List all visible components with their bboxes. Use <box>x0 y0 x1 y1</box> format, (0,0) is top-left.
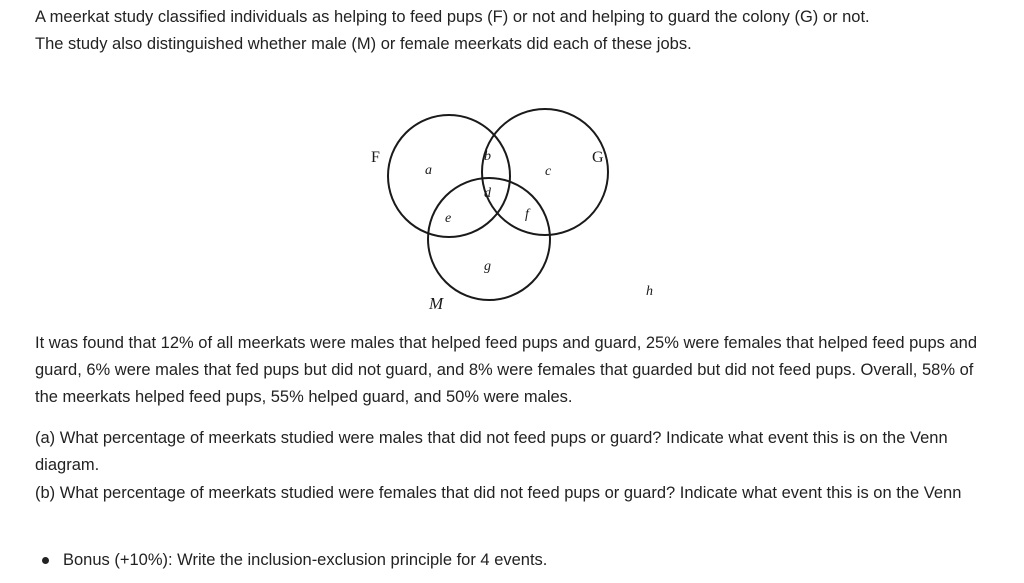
intro-line-1: A meerkat study classified individuals as helping to feed pups (F) or not and helping to guard the colony (G) or not. <box>35 8 870 26</box>
set-label-f: F <box>371 149 380 166</box>
bonus-list-item <box>42 547 547 574</box>
intro-paragraph <box>35 4 995 58</box>
region-c: c <box>545 164 552 179</box>
intro-line-2: The study also distinguished whether male (M) or female meerkats did each of these jobs. <box>35 35 692 53</box>
circle-f <box>388 115 510 237</box>
set-label-m: M <box>429 294 444 313</box>
region-d: d <box>484 186 491 201</box>
bullet-icon <box>42 557 49 564</box>
question-b: (b) What percentage of meerkats studied were females that did not feed pups or guard? Indicate what event this is on the Venn <box>35 484 962 502</box>
bonus-text: Bonus (+10%): Write the inclusion-exclusion principle for 4 events. <box>63 551 548 569</box>
region-h: h <box>646 284 653 299</box>
question-a: (a) What percentage of meerkats studied were males that did not feed pups or guard? Indicate what event this is on the Venn diagram. <box>35 429 948 474</box>
findings-paragraph: It was found that 12% of all meerkats were males that helped feed pups and guard, 25% were females that helped feed pups and guard, 6% were males that fed pups but did not guard, and 8% were females that guarded but did not feed pups. Overall, 58% of the meerkats helped feed pups, 55% helped guard, and 50% were males. <box>35 334 978 406</box>
circle-m <box>428 178 550 300</box>
region-b: b <box>484 149 491 164</box>
region-f: f <box>525 207 529 222</box>
region-g: g <box>484 259 491 274</box>
circle-g <box>482 109 608 235</box>
region-e: e <box>445 211 452 226</box>
set-label-g: G <box>592 149 604 166</box>
region-a: a <box>425 163 432 178</box>
